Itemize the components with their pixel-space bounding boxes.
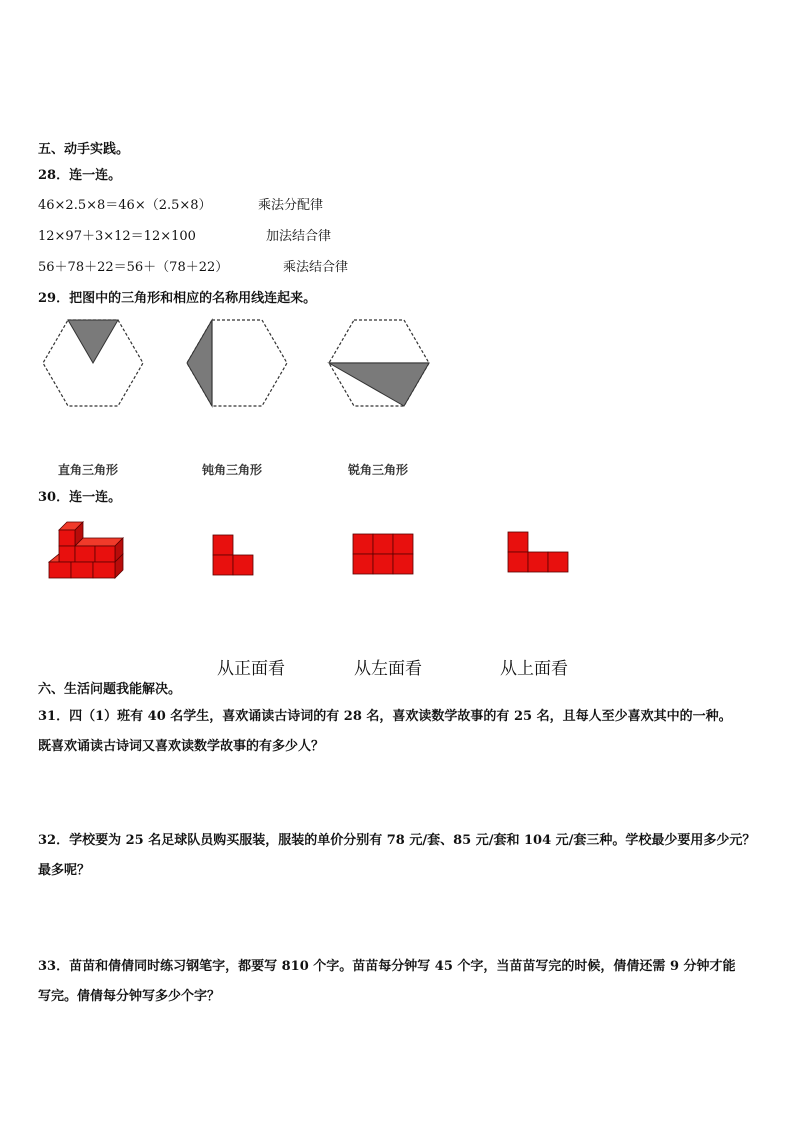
q28-expression-2: 12×97＋3×12＝12×100 — [38, 229, 196, 244]
q28-law-3: 乘法结合律 — [283, 260, 349, 275]
section-five-heading: 五、动手实践。 — [38, 142, 130, 157]
question-31-line-2: 既喜欢诵读古诗词又喜欢读数学故事的有多少人？ — [38, 739, 325, 754]
view-rectangle-grid-figure — [352, 533, 414, 575]
q28-expression-1: 46×2.5×8＝46×（2.5×8） — [38, 198, 212, 213]
question-29-title: 29．把图中的三角形和相应的名称用线连起来。 — [38, 291, 317, 306]
view-label-top: 从上面看 — [500, 659, 568, 679]
question-32-line-2: 最多呢？ — [38, 863, 91, 878]
hexagon-right-triangle-figure — [40, 318, 146, 410]
question-28-title: 28．连一连。 — [38, 168, 122, 183]
q28-law-1: 乘法分配律 — [258, 198, 324, 213]
view-label-left: 从左面看 — [354, 659, 422, 679]
view-l-shape-figure — [212, 534, 256, 576]
question-31-line-1: 31．四（1）班有 40 名学生，喜欢诵读古诗词的有 28 名，喜欢读数学故事的有 25 名，且每人至少喜欢其中的一种。 — [38, 709, 732, 724]
hexagon-obtuse-triangle-figure — [184, 318, 290, 410]
q28-expression-3: 56＋78＋22＝56＋（78＋22） — [38, 260, 229, 275]
question-32-line-1: 32．学校要为 25 名足球队员购买服装，服装的单价分别有 78 元/套、85 元/套和 104 元/套三种。学校最少要用多少元？ — [38, 833, 756, 848]
label-obtuse-triangle: 钝角三角形 — [202, 463, 263, 477]
question-30-title: 30．连一连。 — [38, 490, 122, 505]
cube-stack-3d-figure — [46, 522, 126, 582]
view-step-shape-figure — [507, 531, 569, 575]
label-right-triangle: 直角三角形 — [58, 463, 119, 477]
question-33-line-2: 写完。倩倩每分钟写多少个字？ — [38, 989, 221, 1004]
view-label-front: 从正面看 — [217, 659, 285, 679]
question-33-line-1: 33．苗苗和倩倩同时练习钢笔字，都要写 810 个字。苗苗每分钟写 45 个字，当苗苗写完的时候，倩倩还需 9 分钟才能 — [38, 959, 736, 974]
hexagon-acute-triangle-figure — [326, 318, 432, 410]
q28-law-2: 加法结合律 — [266, 229, 332, 244]
label-acute-triangle: 锐角三角形 — [348, 463, 409, 477]
section-six-heading: 六、生活问题我能解决。 — [38, 682, 182, 697]
